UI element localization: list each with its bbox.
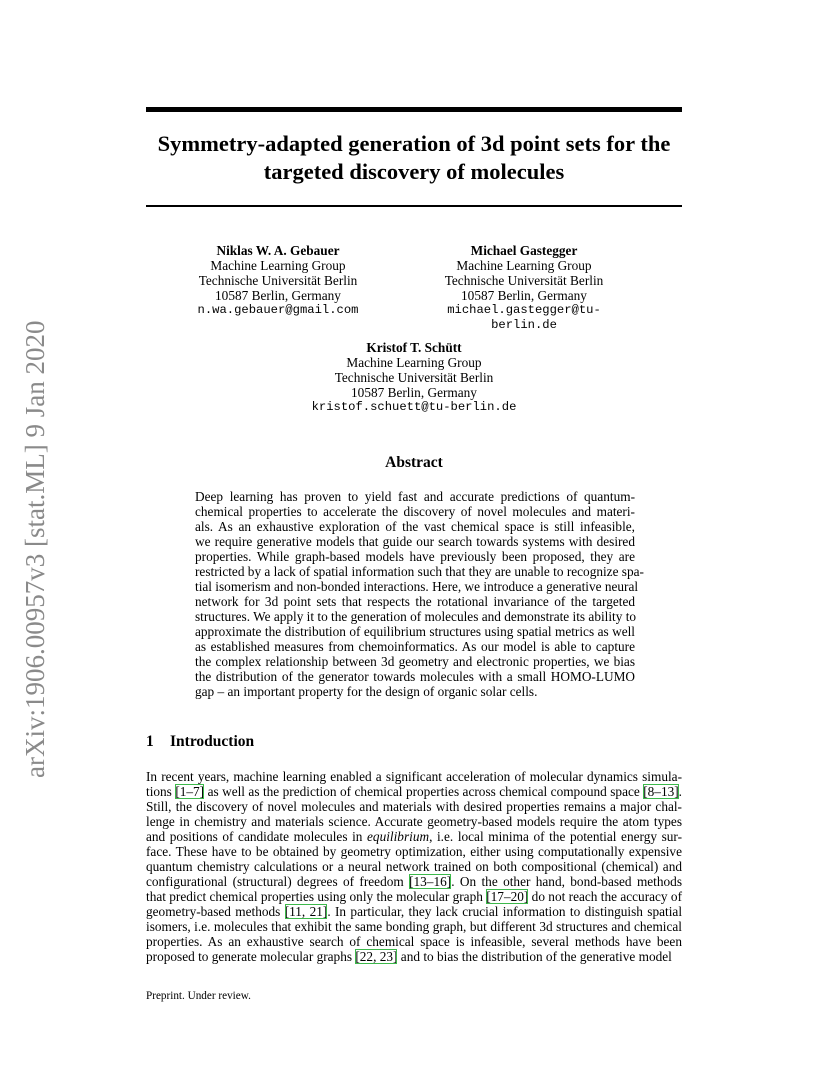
paragraph-line bbox=[146, 949, 682, 964]
text-run: do not reach the accuracy of bbox=[528, 889, 682, 904]
citation-link[interactable]: [17–20] bbox=[486, 889, 529, 904]
paragraph-line bbox=[146, 904, 682, 919]
emphasis-text: equilibrium bbox=[367, 829, 430, 844]
abstract-body bbox=[195, 489, 644, 699]
paragraph-line bbox=[146, 919, 682, 934]
author-address: 10587 Berlin, Germany bbox=[351, 385, 477, 400]
author-group: Machine Learning Group bbox=[456, 258, 592, 273]
section-number: 1 bbox=[146, 733, 154, 750]
title-line-2: targeted discovery of molecules bbox=[263, 159, 565, 184]
paragraph-line bbox=[146, 814, 682, 829]
text-run: and positions of candidate molecules in bbox=[146, 829, 368, 844]
citation-link[interactable]: [1–7] bbox=[175, 784, 205, 799]
author-institution: Technische Universität Berlin bbox=[444, 273, 604, 288]
citation-link[interactable]: [11, 21] bbox=[284, 904, 328, 919]
abstract-line: the distribution of the generator towards molecules with a small HOMO-LUMO bbox=[195, 669, 635, 684]
text-run: . On the other hand, bond-based methods bbox=[451, 874, 682, 889]
paragraph-line bbox=[146, 769, 682, 784]
author-email[interactable]: michael.gastegger@tu-berlin.de bbox=[447, 303, 601, 332]
abstract-line: the complex relationship between 3d geometry and electronic properties, we bias bbox=[195, 654, 635, 669]
author-block-1 bbox=[178, 243, 378, 318]
text-run: . In particular, they lack crucial information to distinguish spatial bbox=[327, 904, 683, 919]
citation-link[interactable]: [8–13] bbox=[643, 784, 679, 799]
paragraph-line bbox=[146, 799, 682, 814]
paper-title bbox=[146, 130, 682, 186]
abstract-heading: Abstract bbox=[385, 454, 443, 471]
footer-note: Preprint. Under review. bbox=[146, 990, 251, 1002]
paragraph-line bbox=[146, 784, 682, 799]
abstract-line: Deep learning has proven to yield fast and accurate predictions of quantum- bbox=[195, 489, 635, 504]
author-group: Machine Learning Group bbox=[346, 355, 482, 370]
section-heading bbox=[146, 733, 254, 751]
intro-body bbox=[146, 769, 682, 964]
paragraph-line bbox=[146, 889, 682, 904]
text-run: proposed to generate molecular graphs bbox=[146, 949, 356, 964]
abstract-line: chemical properties to accelerate the discovery of novel molecules and materi- bbox=[195, 504, 635, 519]
author-institution: Technische Universität Berlin bbox=[334, 370, 494, 385]
abstract-line: als. As an exhaustive exploration of the vast chemical space is still infeasible, bbox=[195, 519, 635, 534]
text-run: face. These have to be obtained by geometry optimization, either using computationally expensive bbox=[146, 844, 682, 859]
author-address: 10587 Berlin, Germany bbox=[215, 288, 341, 303]
text-run: tions bbox=[146, 784, 176, 799]
author-group: Machine Learning Group bbox=[210, 258, 346, 273]
citation-link[interactable]: [22, 23] bbox=[355, 949, 398, 964]
paragraph-line bbox=[146, 829, 682, 844]
author-address: 10587 Berlin, Germany bbox=[461, 288, 587, 303]
author-email[interactable]: n.wa.gebauer@gmail.com bbox=[197, 303, 359, 317]
text-run: Still, the discovery of novel molecules and materials with desired properties remains a major chal- bbox=[146, 799, 682, 814]
text-run: properties. As an exhaustive search of chemical space is infeasible, several methods have been bbox=[146, 934, 682, 949]
abstract-line: gap – an important property for the design of organic solar cells. bbox=[195, 684, 538, 699]
text-run: configurational (structural) degrees of freedom bbox=[146, 874, 410, 889]
text-run: and to bias the distribution of the generative model bbox=[397, 949, 672, 964]
paragraph-line bbox=[146, 874, 682, 889]
citation-link[interactable]: [13–16] bbox=[409, 874, 452, 889]
author-block-3 bbox=[304, 340, 524, 415]
author-email[interactable]: kristof.schuett@tu-berlin.de bbox=[311, 400, 517, 414]
abstract-line: properties. While graph-based models have previously been proposed, they are bbox=[195, 549, 635, 564]
text-run: quantum chemistry calculations or a neural network trained on both compositional (chemical) and bbox=[146, 859, 682, 874]
text-run: isomers, i.e. molecules that exhibit the same bonding graph, but different 3d structures and chemical bbox=[146, 919, 682, 934]
text-run: . bbox=[678, 784, 682, 799]
text-run: In recent years, machine learning enabled a significant acceleration of molecular dynamics simula- bbox=[146, 769, 682, 784]
abstract-line: restricted by a lack of spatial information such that they are unable to recognize spa- bbox=[195, 564, 644, 579]
text-run: as well as the prediction of chemical properties across chemical compound space bbox=[204, 784, 644, 799]
abstract-line: tial isomerism and non-bonded interactions. Here, we introduce a generative neural bbox=[195, 579, 639, 594]
title-rule-bottom bbox=[146, 205, 682, 207]
paragraph-line bbox=[146, 934, 682, 949]
author-block-2 bbox=[424, 243, 624, 333]
text-run: lenge in chemistry and materials science. Accurate geometry-based models require the atom types bbox=[146, 814, 682, 829]
abstract-line: approximate the distribution of equilibrium structures using spatial metrics as well bbox=[195, 624, 635, 639]
author-institution: Technische Universität Berlin bbox=[198, 273, 358, 288]
title-line-1: Symmetry-adapted generation of 3d point sets for the bbox=[157, 131, 671, 156]
text-run: geometry-based methods bbox=[146, 904, 285, 919]
paragraph-line bbox=[146, 859, 682, 874]
author-name: Kristof T. Schütt bbox=[366, 340, 462, 355]
author-name: Michael Gastegger bbox=[470, 243, 578, 258]
section-title: Introduction bbox=[170, 733, 255, 750]
abstract-line: structures. We apply it to the generation of molecules and demonstrate its ability to bbox=[195, 609, 637, 624]
author-name: Niklas W. A. Gebauer bbox=[216, 243, 340, 258]
arxiv-stamp: arXiv:1906.00957v3 [stat.ML] 9 Jan 2020 bbox=[20, 320, 50, 778]
title-rule-top bbox=[146, 107, 682, 112]
text-run: that predict chemical properties using only the molecular graph bbox=[146, 889, 487, 904]
text-run: , i.e. local minima of the potential energy sur- bbox=[429, 829, 682, 844]
abstract-line: network for 3d point sets that respects the rotational invariance of the targeted bbox=[195, 594, 635, 609]
abstract-line: we require generative models that guide our search towards systems with desired bbox=[195, 534, 635, 549]
abstract-line: as established measures from chemoinformatics. As our model is able to capture bbox=[195, 639, 635, 654]
paragraph-line bbox=[146, 844, 682, 859]
